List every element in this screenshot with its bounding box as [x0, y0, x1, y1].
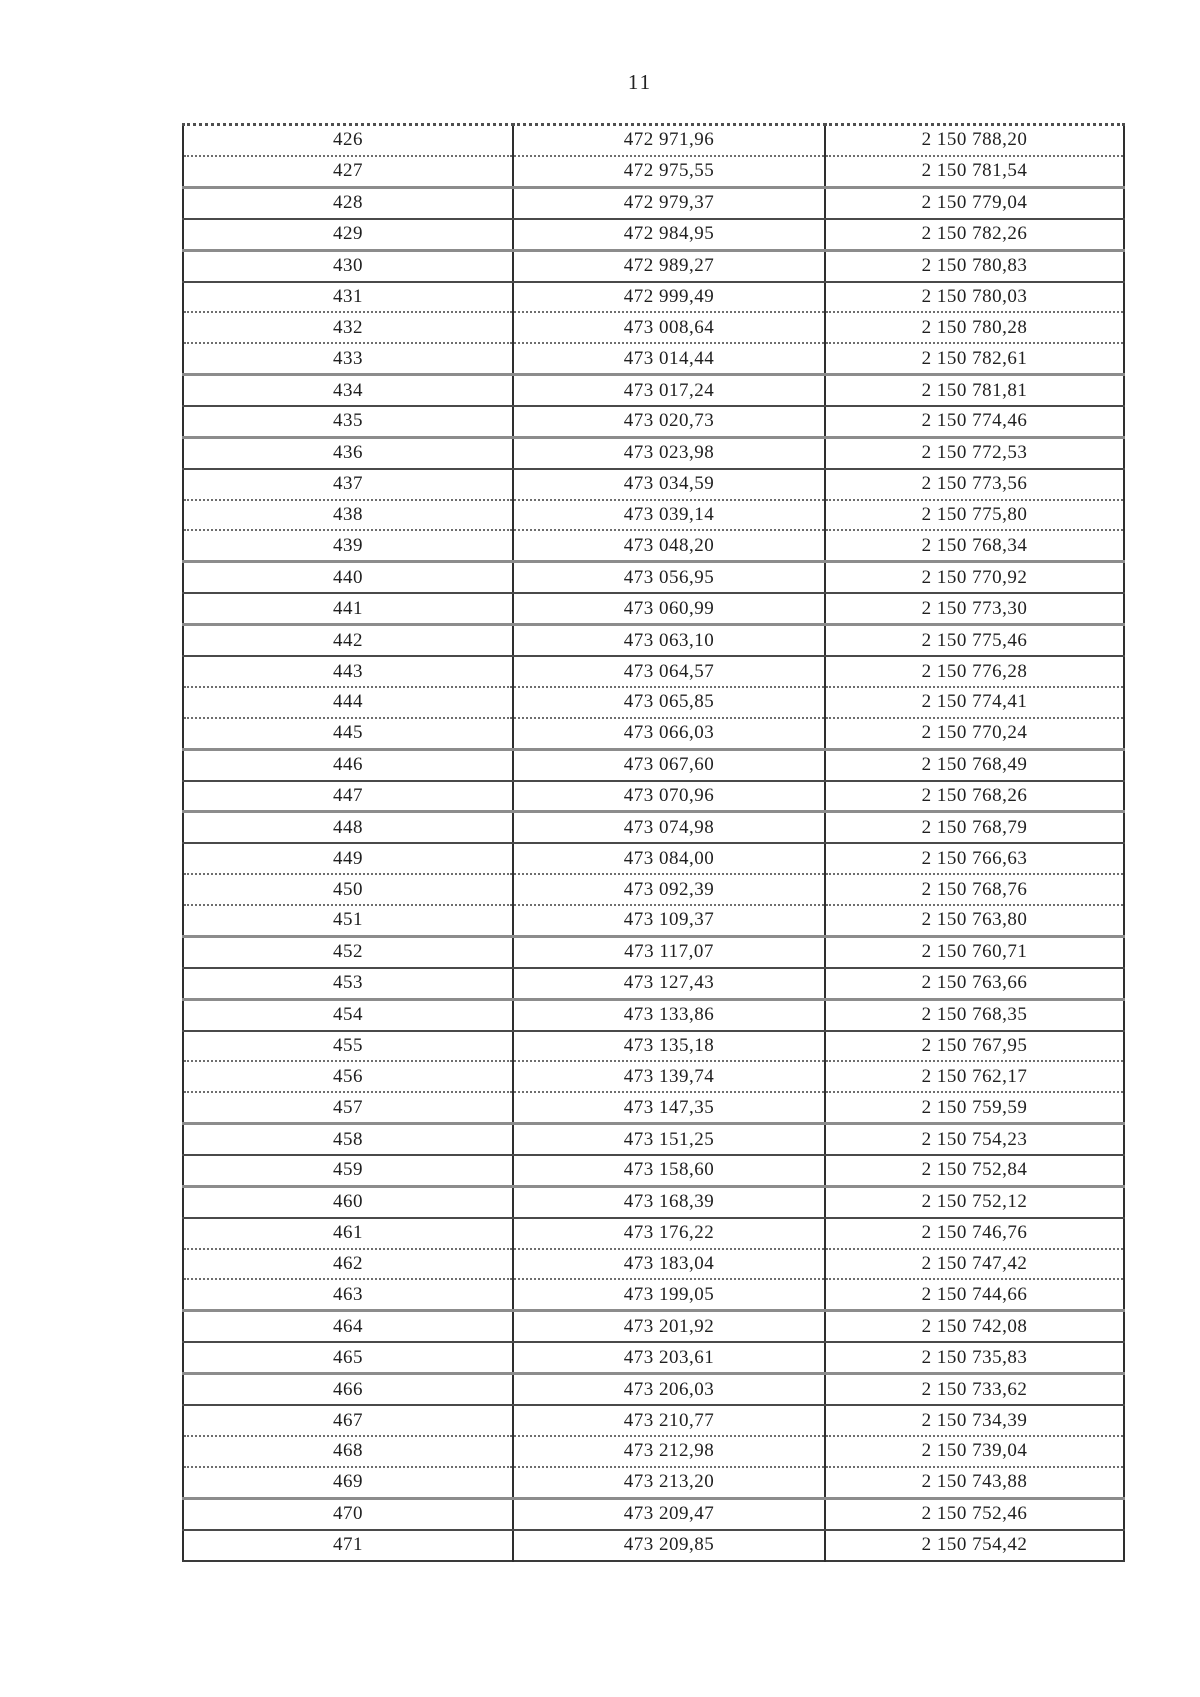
table-row	[183, 718, 1124, 749]
y-coordinate-cell: 2 150 788,20	[825, 125, 1124, 156]
point-number-cell: 467	[183, 1405, 513, 1436]
table-row	[183, 968, 1124, 999]
y-coordinate-cell: 2 150 781,54	[825, 156, 1124, 187]
x-coordinate-cell: 473 014,44	[513, 343, 825, 374]
point-number-cell: 427	[183, 156, 513, 187]
point-number-cell: 458	[183, 1124, 513, 1155]
table-row	[183, 125, 1124, 156]
x-coordinate-cell: 473 056,95	[513, 562, 825, 593]
table-row	[183, 1092, 1124, 1123]
y-coordinate-cell: 2 150 734,39	[825, 1405, 1124, 1436]
point-number-cell: 454	[183, 999, 513, 1030]
x-coordinate-cell: 473 151,25	[513, 1124, 825, 1155]
point-number-cell: 426	[183, 125, 513, 156]
point-number-cell: 469	[183, 1467, 513, 1498]
y-coordinate-cell: 2 150 744,66	[825, 1279, 1124, 1310]
x-coordinate-cell: 473 183,04	[513, 1249, 825, 1280]
x-coordinate-cell: 473 039,14	[513, 500, 825, 531]
x-coordinate-cell: 473 201,92	[513, 1311, 825, 1342]
x-coordinate-cell: 473 034,59	[513, 469, 825, 500]
x-coordinate-cell: 473 133,86	[513, 999, 825, 1030]
y-coordinate-cell: 2 150 754,23	[825, 1124, 1124, 1155]
x-coordinate-cell: 473 048,20	[513, 530, 825, 561]
table-row	[183, 843, 1124, 874]
x-coordinate-cell: 473 066,03	[513, 718, 825, 749]
table-row	[183, 1530, 1124, 1561]
table-row	[183, 874, 1124, 905]
coordinates-table	[182, 123, 1125, 1562]
y-coordinate-cell: 2 150 733,62	[825, 1374, 1124, 1405]
point-number-cell: 460	[183, 1186, 513, 1217]
y-coordinate-cell: 2 150 754,42	[825, 1530, 1124, 1561]
y-coordinate-cell: 2 150 770,92	[825, 562, 1124, 593]
table-row	[183, 312, 1124, 343]
x-coordinate-cell: 472 984,95	[513, 219, 825, 250]
x-coordinate-cell: 473 147,35	[513, 1092, 825, 1123]
x-coordinate-cell: 473 060,99	[513, 593, 825, 624]
point-number-cell: 466	[183, 1374, 513, 1405]
point-number-cell: 436	[183, 437, 513, 468]
table-row	[183, 905, 1124, 936]
point-number-cell: 439	[183, 530, 513, 561]
point-number-cell: 441	[183, 593, 513, 624]
x-coordinate-cell: 472 975,55	[513, 156, 825, 187]
table-row	[183, 749, 1124, 780]
y-coordinate-cell: 2 150 742,08	[825, 1311, 1124, 1342]
point-number-cell: 442	[183, 625, 513, 656]
table-row	[183, 1467, 1124, 1498]
point-number-cell: 450	[183, 874, 513, 905]
table-row	[183, 375, 1124, 406]
x-coordinate-cell: 473 023,98	[513, 437, 825, 468]
table-row	[183, 1061, 1124, 1092]
table-row	[183, 500, 1124, 531]
table-row	[183, 250, 1124, 281]
table-row	[183, 781, 1124, 812]
table-body	[183, 125, 1124, 1562]
table-row	[183, 593, 1124, 624]
y-coordinate-cell: 2 150 780,83	[825, 250, 1124, 281]
x-coordinate-cell: 473 109,37	[513, 905, 825, 936]
y-coordinate-cell: 2 150 768,76	[825, 874, 1124, 905]
y-coordinate-cell: 2 150 752,84	[825, 1155, 1124, 1186]
y-coordinate-cell: 2 150 782,61	[825, 343, 1124, 374]
x-coordinate-cell: 473 212,98	[513, 1436, 825, 1467]
y-coordinate-cell: 2 150 774,41	[825, 687, 1124, 718]
table-row	[183, 625, 1124, 656]
x-coordinate-cell: 473 168,39	[513, 1186, 825, 1217]
table-row	[183, 562, 1124, 593]
table-row	[183, 530, 1124, 561]
point-number-cell: 463	[183, 1279, 513, 1310]
point-number-cell: 431	[183, 282, 513, 313]
point-number-cell: 437	[183, 469, 513, 500]
table-row	[183, 282, 1124, 313]
table-row	[183, 343, 1124, 374]
x-coordinate-cell: 473 203,61	[513, 1342, 825, 1373]
point-number-cell: 461	[183, 1218, 513, 1249]
table-row	[183, 1374, 1124, 1405]
page-number: 11	[627, 70, 653, 94]
y-coordinate-cell: 2 150 747,42	[825, 1249, 1124, 1280]
point-number-cell: 470	[183, 1498, 513, 1529]
point-number-cell: 465	[183, 1342, 513, 1373]
point-number-cell: 446	[183, 749, 513, 780]
y-coordinate-cell: 2 150 768,26	[825, 781, 1124, 812]
point-number-cell: 456	[183, 1061, 513, 1092]
y-coordinate-cell: 2 150 776,28	[825, 656, 1124, 687]
point-number-cell: 455	[183, 1031, 513, 1062]
x-coordinate-cell: 473 020,73	[513, 406, 825, 437]
y-coordinate-cell: 2 150 773,30	[825, 593, 1124, 624]
x-coordinate-cell: 473 064,57	[513, 656, 825, 687]
x-coordinate-cell: 473 070,96	[513, 781, 825, 812]
x-coordinate-cell: 472 989,27	[513, 250, 825, 281]
y-coordinate-cell: 2 150 768,49	[825, 749, 1124, 780]
point-number-cell: 438	[183, 500, 513, 531]
point-number-cell: 449	[183, 843, 513, 874]
y-coordinate-cell: 2 150 773,56	[825, 469, 1124, 500]
x-coordinate-cell: 473 199,05	[513, 1279, 825, 1310]
point-number-cell: 443	[183, 656, 513, 687]
y-coordinate-cell: 2 150 768,79	[825, 812, 1124, 843]
point-number-cell: 440	[183, 562, 513, 593]
x-coordinate-cell: 473 209,85	[513, 1530, 825, 1561]
y-coordinate-cell: 2 150 752,46	[825, 1498, 1124, 1529]
y-coordinate-cell: 2 150 775,46	[825, 625, 1124, 656]
x-coordinate-cell: 473 139,74	[513, 1061, 825, 1092]
table-row	[183, 469, 1124, 500]
x-coordinate-cell: 473 209,47	[513, 1498, 825, 1529]
x-coordinate-cell: 472 971,96	[513, 125, 825, 156]
point-number-cell: 428	[183, 187, 513, 218]
table-row	[183, 1218, 1124, 1249]
x-coordinate-cell: 472 999,49	[513, 282, 825, 313]
table-row	[183, 1186, 1124, 1217]
table-row	[183, 437, 1124, 468]
table-row	[183, 1311, 1124, 1342]
y-coordinate-cell: 2 150 774,46	[825, 406, 1124, 437]
point-number-cell: 471	[333, 1534, 363, 1556]
point-number-cell: 435	[183, 406, 513, 437]
point-number-cell: 429	[183, 219, 513, 250]
x-coordinate-cell: 473 117,07	[513, 936, 825, 967]
y-coordinate-cell: 2 150 735,83	[825, 1342, 1124, 1373]
point-number-cell: 451	[183, 905, 513, 936]
x-coordinate-cell: 473 127,43	[513, 968, 825, 999]
point-number-cell: 468	[183, 1436, 513, 1467]
x-coordinate-cell: 473 063,10	[513, 625, 825, 656]
y-coordinate-cell: 2 150 762,17	[825, 1061, 1124, 1092]
y-coordinate-cell: 2 150 772,53	[825, 437, 1124, 468]
x-coordinate-cell: 473 065,85	[513, 687, 825, 718]
table-row	[183, 812, 1124, 843]
point-number-cell: 453	[183, 968, 513, 999]
y-coordinate-cell: 2 150 779,04	[825, 187, 1124, 218]
y-coordinate-cell: 2 150 780,28	[825, 312, 1124, 343]
point-number-cell: 445	[183, 718, 513, 749]
y-coordinate-cell: 2 150 780,03	[825, 282, 1124, 313]
x-coordinate-cell: 473 176,22	[513, 1218, 825, 1249]
x-coordinate-cell: 473 135,18	[513, 1031, 825, 1062]
y-coordinate-cell: 2 150 766,63	[825, 843, 1124, 874]
y-coordinate-cell: 2 150 767,95	[825, 1031, 1124, 1062]
point-number-cell: 452	[183, 936, 513, 967]
table-row	[183, 1031, 1124, 1062]
table-row	[183, 1405, 1124, 1436]
x-coordinate-cell: 472 979,37	[513, 187, 825, 218]
table-row	[183, 1249, 1124, 1280]
x-coordinate-cell: 473 017,24	[513, 375, 825, 406]
y-coordinate-cell: 2 150 739,04	[825, 1436, 1124, 1467]
y-coordinate-cell: 2 150 752,12	[825, 1186, 1124, 1217]
y-coordinate-cell: 2 150 743,88	[825, 1467, 1124, 1498]
point-number-cell: 464	[183, 1311, 513, 1342]
table-row	[183, 219, 1124, 250]
table-row	[183, 1436, 1124, 1467]
point-number-cell: 444	[183, 687, 513, 718]
x-coordinate-cell: 473 213,20	[513, 1467, 825, 1498]
y-coordinate-cell: 2 150 759,59	[825, 1092, 1124, 1123]
y-coordinate-cell: 2 150 770,24	[825, 718, 1124, 749]
table-row	[183, 1342, 1124, 1373]
table-row	[183, 1155, 1124, 1186]
x-coordinate-cell: 473 084,00	[513, 843, 825, 874]
y-coordinate-cell: 2 150 763,66	[825, 968, 1124, 999]
y-coordinate-cell: 2 150 782,26	[825, 219, 1124, 250]
x-coordinate-cell: 473 210,77	[513, 1405, 825, 1436]
table-row	[183, 1279, 1124, 1310]
point-number-cell: 434	[183, 375, 513, 406]
y-coordinate-cell: 2 150 763,80	[825, 905, 1124, 936]
x-coordinate-cell: 473 008,64	[513, 312, 825, 343]
table-row	[183, 406, 1124, 437]
y-coordinate-cell: 2 150 768,34	[825, 530, 1124, 561]
x-coordinate-cell: 473 074,98	[513, 812, 825, 843]
x-coordinate-cell: 473 092,39	[513, 874, 825, 905]
x-coordinate-cell: 473 206,03	[513, 1374, 825, 1405]
x-coordinate-cell: 473 067,60	[513, 749, 825, 780]
point-number-cell: 448	[183, 812, 513, 843]
table-row	[183, 1498, 1124, 1529]
point-number-cell: 433	[183, 343, 513, 374]
y-coordinate-cell: 2 150 760,71	[825, 936, 1124, 967]
table-row	[183, 656, 1124, 687]
table-row	[183, 187, 1124, 218]
table-row	[183, 1124, 1124, 1155]
table-row	[183, 687, 1124, 718]
point-number-cell: 430	[183, 250, 513, 281]
table-row	[183, 936, 1124, 967]
point-number-cell: 459	[183, 1155, 513, 1186]
y-coordinate-cell: 2 150 781,81	[825, 375, 1124, 406]
y-coordinate-cell: 2 150 746,76	[825, 1218, 1124, 1249]
point-number-cell: 462	[183, 1249, 513, 1280]
table-row	[183, 156, 1124, 187]
point-number-cell: 447	[183, 781, 513, 812]
x-coordinate-cell: 473 158,60	[513, 1155, 825, 1186]
table-row	[183, 999, 1124, 1030]
y-coordinate-cell: 2 150 775,80	[825, 500, 1124, 531]
y-coordinate-cell: 2 150 768,35	[825, 999, 1124, 1030]
point-number-cell: 457	[183, 1092, 513, 1123]
point-number-cell: 432	[183, 312, 513, 343]
